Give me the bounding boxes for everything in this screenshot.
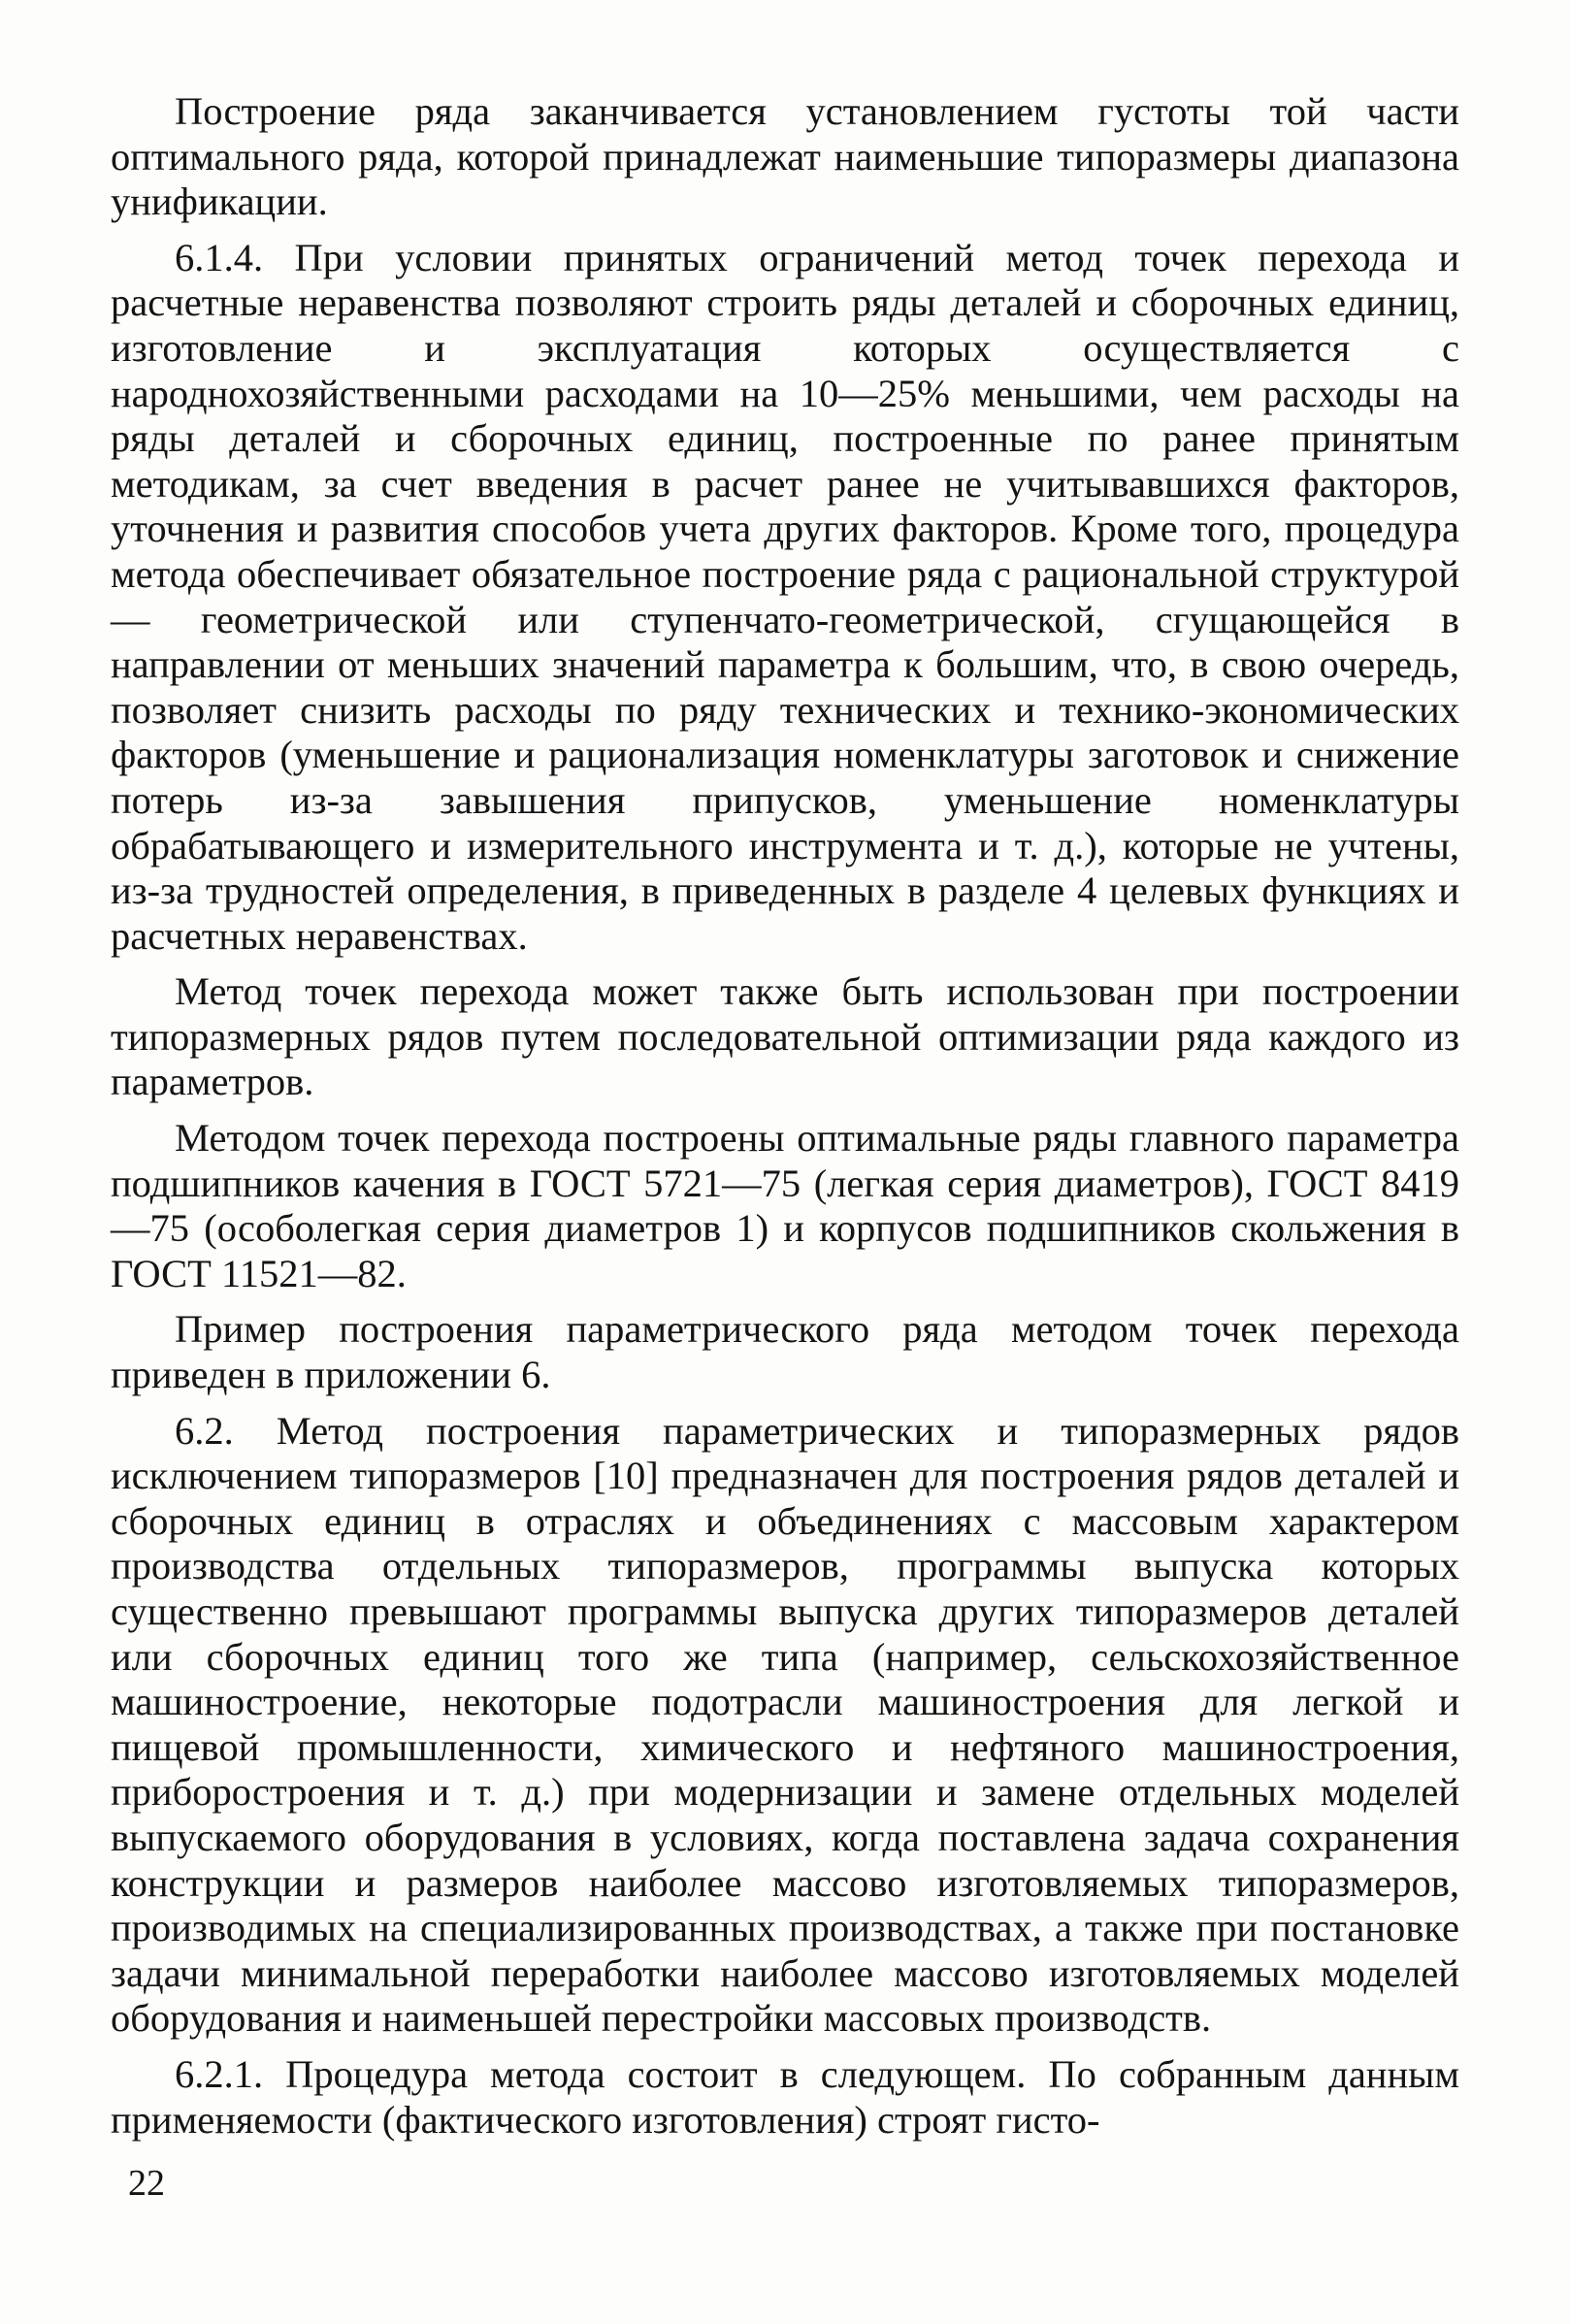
paragraph-6-1-4: 6.1.4. При условии принятых ограничений метод точек перехода и расчетные неравенства позволяют строить ряды деталей и сборочных единиц, изготовление и эксплуатация которых осуществляется с народнохозяйственными расходами на 10—25% меньшими, чем расходы на ряды деталей и сборочных единиц, построенные по ранее принятым методикам, за счет введения в расчет ранее не учитывавшихся факторов, уточнения и развития способов учета других факторов. Кроме того, процедура метода обеспечивает обязательное построение ряда с рациональной структурой — геометрической или ступенчато-геометрической, сгущающейся в направлении от меньших значений параметра к большим, что, в свою очередь, позволяет снизить расходы по ряду технических и технико-экономических факторов (уменьшение и рационализация номенклатуры заготовок и снижение потерь из-за завышения припусков, уменьшение номенклатуры обрабатывающего и измерительного инструмента и т. д.), которые не учтены, из-за трудностей определения, в приведенных в разделе 4 целевых функциях и расчетных неравенствах. [111, 235, 1459, 958]
page-number: 22 [128, 2163, 165, 2204]
paragraph-transition-points-usage: Метод точек перехода может также быть использован при построении типоразмерных рядов путем последовательной оптимизации ряда каждого из параметров. [111, 969, 1459, 1104]
paragraph-6-2-1: 6.2.1. Процедура метода состоит в следующем. По собранным данным применяемости (фактического изготовления) строят гисто- [111, 2051, 1459, 2142]
body-text [111, 89, 1459, 2143]
paragraph-6-2: 6.2. Метод построения параметрических и типоразмерных рядов исключением типоразмеров [10] предназначен для построения рядов деталей и сборочных единиц в отраслях и объединениях с массовым характером производства отдельных типоразмеров, программы выпуска которых существенно превышают программы выпуска других типоразмеров деталей или сборочных единиц того же типа (например, сельскохозяйственное машиностроение, некоторые подотрасли машиностроения для легкой и пищевой промышленности, химического и нефтяного машиностроения, приборостроения и т. д.) при модернизации и замене отдельных моделей выпускаемого оборудования в условиях, когда поставлена задача сохранения конструкции и размеров наиболее массово изготовляемых типоразмеров, производимых на специализированных производствах, а также при постановке задачи минимальной переработки наиболее массово изготовляемых моделей оборудования и наименьшей перестройки массовых производств. [111, 1408, 1459, 2041]
paragraph-series-construction-end: Построение ряда заканчивается установлением густоты той части оптимального ряда, которой принадлежат наименьшие типоразмеры диапазона унификации. [111, 89, 1459, 224]
paragraph-gost-examples: Методом точек перехода построены оптимальные ряды главного параметра подшипников качения в ГОСТ 5721—75 (легкая серия диаметров), ГОСТ 8419—75 (особолегкая серия диаметров 1) и корпусов подшипников скольжения в ГОСТ 11521—82. [111, 1116, 1459, 1295]
paragraph-appendix-reference: Пример построения параметрического ряда методом точек перехода приведен в приложении 6. [111, 1307, 1459, 1397]
